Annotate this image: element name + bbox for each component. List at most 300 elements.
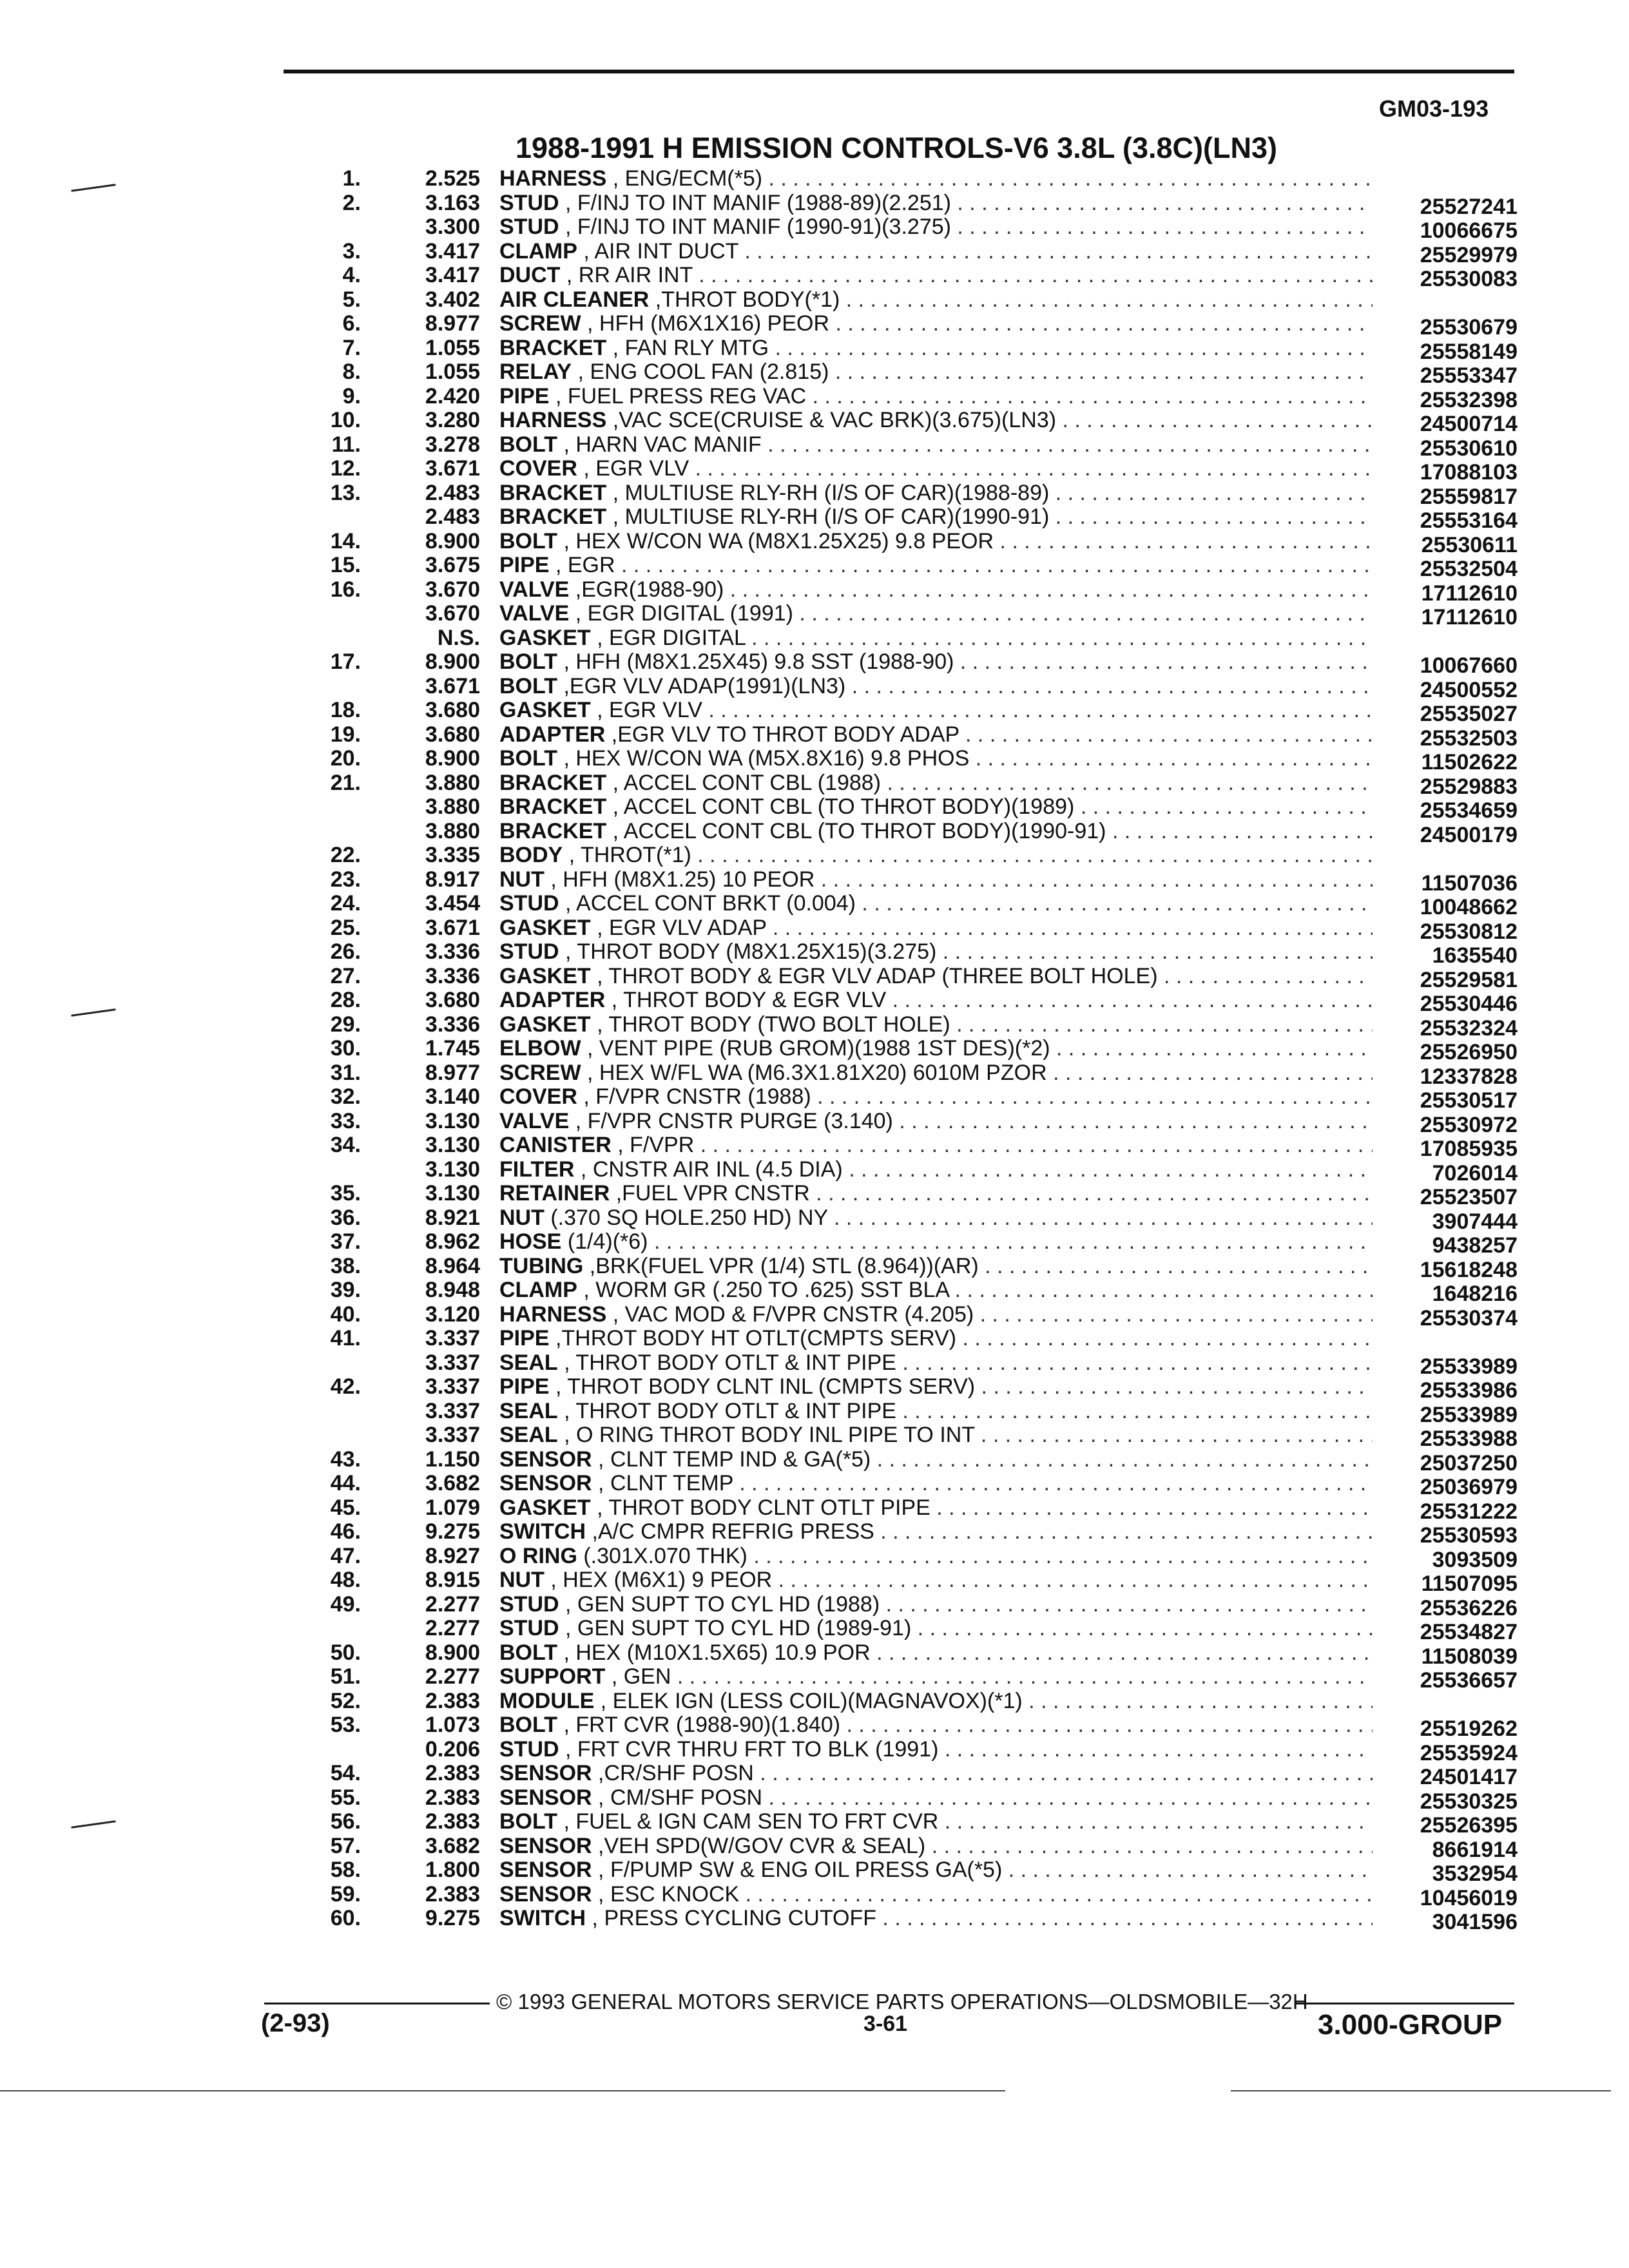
part-description xyxy=(499,843,1373,868)
part-name: BRACKET xyxy=(499,505,607,529)
group-number: 3.130 xyxy=(425,1133,480,1157)
parts-row xyxy=(0,1713,1629,1741)
group-number: 3.671 xyxy=(425,456,480,481)
part-detail: , RR AIR INT xyxy=(566,263,693,287)
parts-row xyxy=(0,166,1629,191)
part-description xyxy=(499,794,1373,820)
page-number: 3-61 xyxy=(863,2012,908,2036)
part-number: 17085935 xyxy=(1420,1137,1518,1161)
part-description xyxy=(499,964,1373,989)
parts-row xyxy=(0,1036,1629,1064)
item-number: 51. xyxy=(330,1664,361,1689)
part-name: O RING xyxy=(499,1543,577,1568)
part-number: 17112610 xyxy=(1421,581,1518,606)
item-number: 14. xyxy=(330,528,361,553)
parts-row xyxy=(0,1809,1629,1838)
part-number: 25553164 xyxy=(1420,508,1518,533)
item-number: 16. xyxy=(330,577,361,602)
group-number: 2.420 xyxy=(425,383,480,408)
part-number: 25530611 xyxy=(1421,532,1518,557)
part-name: STUD xyxy=(499,215,559,239)
part-description xyxy=(499,1181,1373,1206)
item-number: 31. xyxy=(330,1060,361,1085)
part-detail: , WORM GR (.250 TO .625) SST BLA xyxy=(583,1278,949,1302)
part-detail: , CNSTR AIR INL (4.5 DIA) xyxy=(580,1157,843,1182)
part-name: ELBOW xyxy=(499,1036,581,1061)
part-number: 3041596 xyxy=(1432,1910,1518,1934)
parts-row xyxy=(0,553,1629,581)
parts-row xyxy=(0,601,1629,629)
parts-row xyxy=(0,770,1629,799)
parts-row xyxy=(0,1446,1629,1475)
group-number: 2.483 xyxy=(425,480,480,505)
parts-row xyxy=(0,287,1629,312)
part-description xyxy=(499,1326,1373,1351)
item-number: 39. xyxy=(330,1278,361,1302)
parts-row xyxy=(0,963,1629,992)
group-number: 8.915 xyxy=(425,1568,480,1592)
part-name: HARNESS xyxy=(499,1302,607,1327)
part-detail: , HFH (M8X1.25X45) 9.8 SST (1988-90) xyxy=(563,649,954,674)
part-description xyxy=(499,1519,1373,1544)
part-detail: , F/INJ TO INT MANIF (1990-91)(3.275) xyxy=(565,215,951,239)
group-number: 3.337 xyxy=(425,1326,480,1350)
parts-row xyxy=(0,480,1629,509)
parts-row xyxy=(0,818,1629,847)
parts-row xyxy=(0,1858,1629,1886)
part-number: 25533986 xyxy=(1420,1378,1518,1403)
group-number: 8.977 xyxy=(425,1060,480,1085)
item-number: 55. xyxy=(330,1785,361,1810)
parts-row xyxy=(0,1423,1629,1451)
part-detail: , EGR VLV xyxy=(597,698,702,722)
part-name: BRACKET xyxy=(499,770,607,795)
parts-row xyxy=(0,1833,1629,1862)
item-number: 48. xyxy=(330,1568,361,1592)
part-name: BOLT xyxy=(499,746,558,771)
item-number: 41. xyxy=(330,1326,361,1350)
part-number: 8661914 xyxy=(1432,1837,1518,1862)
part-detail: , ACCEL CONT BRKT (0.004) xyxy=(565,891,856,916)
part-description xyxy=(499,432,1373,457)
parts-row xyxy=(0,1060,1629,1089)
item-number: 2. xyxy=(342,190,361,215)
parts-row xyxy=(0,843,1629,867)
group-number: 8.900 xyxy=(425,746,480,771)
part-detail: , F/VPR xyxy=(617,1133,695,1157)
part-number: 24501417 xyxy=(1420,1765,1518,1789)
part-detail: , HARN VAC MANIF xyxy=(563,432,762,457)
part-number: 1648216 xyxy=(1432,1282,1518,1306)
part-detail: ,BRK(FUEL VPR (1/4) STL (8.964))(AR) xyxy=(589,1253,979,1278)
parts-row xyxy=(0,867,1629,896)
part-number: 25037250 xyxy=(1420,1450,1518,1475)
part-number: 11502622 xyxy=(1421,750,1518,774)
copyright-notice: © 1993 GENERAL MOTORS SERVICE PARTS OPERATIONS—OLDSMOBILE—32H xyxy=(496,1990,1308,2013)
part-description xyxy=(499,771,1373,796)
part-name: STUD xyxy=(499,939,559,964)
parts-row xyxy=(0,1398,1629,1427)
group-number: 3.454 xyxy=(425,891,480,916)
parts-row xyxy=(0,577,1629,606)
group-number: 2.383 xyxy=(425,1881,480,1907)
footer-rule-left xyxy=(264,2003,490,2004)
part-description xyxy=(499,1809,1373,1834)
part-name: BOLT xyxy=(499,1640,558,1665)
part-number: 25530374 xyxy=(1420,1305,1518,1331)
part-number: 25529883 xyxy=(1420,774,1518,799)
part-name: BOLT xyxy=(499,528,558,553)
group-number: 8.921 xyxy=(425,1205,480,1230)
parts-row xyxy=(0,1640,1629,1669)
group-number: 0.206 xyxy=(425,1736,480,1762)
part-detail: , O RING THROT BODY INL PIPE TO INT xyxy=(564,1423,975,1447)
revision-date: (2-93) xyxy=(261,2009,330,2037)
part-number: 17088103 xyxy=(1420,460,1518,485)
item-number: 54. xyxy=(330,1761,361,1785)
part-number: 3093509 xyxy=(1432,1547,1518,1572)
group-number: 3.680 xyxy=(425,988,480,1012)
group-number: 3.337 xyxy=(425,1398,480,1423)
part-description xyxy=(499,1785,1373,1811)
part-detail: , EGR VLV ADAP xyxy=(597,915,767,940)
group-number: 3.682 xyxy=(425,1471,480,1495)
item-number: 50. xyxy=(330,1640,361,1665)
parts-row xyxy=(0,1278,1629,1306)
part-number: 25530610 xyxy=(1420,436,1518,461)
part-name: VALVE xyxy=(499,1108,570,1133)
group-number: 3.880 xyxy=(425,794,480,819)
part-number: 10456019 xyxy=(1420,1885,1518,1910)
parts-row xyxy=(0,1543,1629,1572)
parts-row xyxy=(0,190,1629,219)
part-number: 25532324 xyxy=(1420,1015,1518,1041)
group-number: 9.275 xyxy=(425,1519,480,1544)
part-detail: , THROT BODY (M8X1.25X15)(3.275) xyxy=(565,939,937,964)
part-name: SENSOR xyxy=(499,1858,592,1882)
part-name: STUD xyxy=(499,190,559,215)
part-description xyxy=(499,1109,1373,1134)
part-name: BOLT xyxy=(499,432,558,457)
part-description xyxy=(499,1568,1373,1593)
part-number: 25530325 xyxy=(1420,1789,1518,1814)
parts-row xyxy=(0,1616,1629,1644)
item-number: 22. xyxy=(330,843,361,867)
part-description xyxy=(499,1713,1373,1738)
part-number: 24500179 xyxy=(1420,822,1518,847)
parts-row xyxy=(0,1785,1629,1814)
item-number: 24. xyxy=(330,891,361,916)
part-description xyxy=(499,191,1373,216)
parts-list xyxy=(0,166,1629,1934)
part-detail: , ELEK IGN (LESS COIL)(MAGNAVOX)(*1) xyxy=(600,1688,1023,1713)
group-number: 3.337 xyxy=(425,1423,480,1447)
part-detail: ,A/C CMPR REFRIG PRESS xyxy=(592,1519,874,1544)
part-detail: , GEN xyxy=(611,1664,671,1689)
part-name: BRACKET xyxy=(499,335,607,360)
part-detail: , HEX (M6X1) 9 PEOR xyxy=(550,1568,773,1592)
parts-row xyxy=(0,649,1629,678)
part-detail: , F/INJ TO INT MANIF (1988-89)(2.251) xyxy=(565,190,951,215)
part-description xyxy=(499,1882,1373,1907)
part-detail: , HFH (M6X1X16) PEOR xyxy=(587,311,829,336)
group-number: 3.680 xyxy=(425,698,480,722)
group-label: 3.000-GROUP xyxy=(1318,2009,1503,2041)
part-name: CANISTER xyxy=(499,1133,612,1157)
part-description xyxy=(499,1399,1373,1424)
part-detail: , EGR DIGITAL xyxy=(597,625,746,650)
part-name: SENSOR xyxy=(499,1446,592,1472)
part-name: RELAY xyxy=(499,360,572,384)
part-number: 24500552 xyxy=(1420,677,1518,702)
part-number: 25559817 xyxy=(1420,484,1518,509)
part-description xyxy=(499,553,1373,578)
parts-row xyxy=(0,988,1629,1016)
item-number: 18. xyxy=(330,698,361,722)
part-description xyxy=(499,481,1373,506)
item-number: 17. xyxy=(330,649,361,674)
item-number: 49. xyxy=(330,1591,361,1617)
parts-row xyxy=(0,1350,1629,1379)
part-name: CLAMP xyxy=(499,1278,577,1302)
part-description xyxy=(499,1229,1373,1254)
part-number: 12337828 xyxy=(1420,1064,1518,1089)
part-name: SENSOR xyxy=(499,1471,592,1495)
parts-row xyxy=(0,1229,1629,1258)
part-name: SUPPORT xyxy=(499,1664,606,1689)
part-number: 25530972 xyxy=(1420,1112,1518,1137)
parts-row xyxy=(0,383,1629,412)
part-detail: ,FUEL VPR CNSTR xyxy=(615,1181,810,1206)
item-number: 57. xyxy=(330,1833,361,1858)
parts-row xyxy=(0,794,1629,823)
parts-row xyxy=(0,528,1629,557)
part-detail: , ACCEL CONT CBL (TO THROT BODY)(1989) xyxy=(612,794,1075,819)
item-number: 38. xyxy=(330,1253,361,1278)
group-number: 3.880 xyxy=(425,818,480,843)
group-number: 3.671 xyxy=(425,915,480,940)
part-name: GASKET xyxy=(499,1495,591,1520)
part-number: 17112610 xyxy=(1421,605,1518,629)
item-number: 4. xyxy=(342,263,361,287)
part-name: SCREW xyxy=(499,311,581,336)
part-number: 25553347 xyxy=(1420,363,1518,388)
group-number: 1.800 xyxy=(425,1858,480,1882)
part-detail: , AIR INT DUCT xyxy=(583,238,738,264)
group-number: 3.130 xyxy=(425,1157,480,1182)
part-number: 10048662 xyxy=(1420,895,1518,919)
part-detail: , HEX (M10X1.5X65) 10.9 POR xyxy=(563,1640,871,1665)
part-description xyxy=(499,1447,1373,1472)
item-number: 42. xyxy=(330,1374,361,1399)
part-description xyxy=(499,1640,1373,1666)
item-number: 7. xyxy=(342,335,361,360)
part-detail: ,EGR(1988-90) xyxy=(575,577,724,602)
group-number: 3.130 xyxy=(425,1108,480,1133)
parts-row xyxy=(0,1181,1629,1209)
parts-row xyxy=(0,673,1629,702)
part-number: 25530679 xyxy=(1420,315,1518,340)
part-name: GASKET xyxy=(499,625,591,650)
parts-row xyxy=(0,1084,1629,1113)
part-description xyxy=(499,1350,1373,1376)
parts-row xyxy=(0,626,1629,650)
part-detail: , HEX W/CON WA (M5X.8X16) 9.8 PHOS xyxy=(563,746,970,771)
part-name: SEAL xyxy=(499,1398,558,1423)
group-number: 3.278 xyxy=(425,432,480,457)
part-name: STUD xyxy=(499,1616,559,1640)
part-detail: ,VAC SCE(CRUISE & VAC BRK)(3.675)(LN3) xyxy=(612,408,1057,432)
part-description xyxy=(499,577,1373,602)
part-detail: (.370 SQ HOLE.250 HD) NY xyxy=(550,1205,828,1230)
part-detail: , FUEL & IGN CAM SEN TO FRT CVR xyxy=(563,1809,939,1834)
part-name: COVER xyxy=(499,1084,577,1109)
part-name: SENSOR xyxy=(499,1833,592,1858)
part-description xyxy=(499,988,1373,1013)
group-number: 9.275 xyxy=(425,1906,480,1930)
part-detail: , THROT BODY & EGR VLV xyxy=(611,988,887,1012)
group-number: 2.383 xyxy=(425,1785,480,1810)
part-description xyxy=(499,529,1373,554)
part-detail: ,VEH SPD(W/GOV CVR & SEAL) xyxy=(598,1833,926,1858)
part-description xyxy=(499,408,1373,433)
part-number: 25530517 xyxy=(1420,1088,1518,1113)
part-description xyxy=(499,1471,1373,1496)
part-detail: , VENT PIPE (RUB GROM)(1988 1ST DES)(*2) xyxy=(587,1036,1050,1061)
group-number: 1.073 xyxy=(425,1713,480,1737)
page-code: GM03-193 xyxy=(1379,95,1489,122)
item-number: 59. xyxy=(330,1881,361,1907)
item-number: 12. xyxy=(330,456,361,481)
part-name: BOLT xyxy=(499,1713,558,1737)
part-detail: (1/4)(*6) xyxy=(567,1229,648,1254)
parts-row xyxy=(0,1374,1629,1403)
part-detail: , ESC KNOCK xyxy=(598,1881,740,1907)
parts-row xyxy=(0,1591,1629,1620)
part-number: 1635540 xyxy=(1432,943,1518,968)
part-name: GASKET xyxy=(499,963,591,988)
part-detail: , VAC MOD & F/VPR CNSTR (4.205) xyxy=(612,1302,974,1327)
group-number: 3.120 xyxy=(425,1302,480,1327)
part-description xyxy=(499,384,1373,409)
part-description xyxy=(499,1206,1373,1231)
item-number: 10. xyxy=(330,408,361,432)
part-name: HARNESS xyxy=(499,166,607,191)
page-title: 1988-1991 H EMISSION CONTROLS-V6 3.8L (3.8C)(LN3) xyxy=(516,131,1277,164)
part-description xyxy=(499,1664,1373,1689)
group-number: 2.483 xyxy=(425,505,480,529)
part-detail: , EGR xyxy=(555,553,615,577)
part-detail: ,CR/SHF POSN xyxy=(598,1761,754,1785)
footer-rule-right xyxy=(1295,2003,1514,2004)
part-description xyxy=(499,891,1373,916)
group-number: 2.383 xyxy=(425,1761,480,1785)
part-description xyxy=(499,819,1373,844)
group-number: 3.337 xyxy=(425,1350,480,1375)
parts-row xyxy=(0,1471,1629,1499)
part-number: 25530593 xyxy=(1420,1523,1518,1548)
part-name: TUBING xyxy=(499,1253,584,1278)
part-description xyxy=(499,916,1373,941)
part-detail: , THROT BODY (TWO BOLT HOLE) xyxy=(597,1012,950,1037)
part-name: GASKET xyxy=(499,1012,591,1037)
group-number: 3.402 xyxy=(425,287,480,312)
part-detail: , THROT BODY CLNT INL (CMPTS SERV) xyxy=(555,1374,976,1399)
part-name: CLAMP xyxy=(499,238,577,264)
part-description xyxy=(499,311,1373,336)
part-name: GASKET xyxy=(499,698,591,722)
group-number: 3.417 xyxy=(425,263,480,287)
parts-row xyxy=(0,1253,1629,1282)
part-number: 25533989 xyxy=(1420,1402,1518,1427)
part-name: BODY xyxy=(499,843,563,867)
group-number: 8.900 xyxy=(425,528,480,553)
part-detail: , THROT BODY OTLT & INT PIPE xyxy=(564,1398,896,1423)
part-name: HARNESS xyxy=(499,408,607,432)
part-name: ADAPTER xyxy=(499,722,606,747)
part-description xyxy=(499,1592,1373,1617)
group-number: 1.079 xyxy=(425,1495,480,1520)
item-number: 6. xyxy=(342,311,361,336)
part-number: 10066675 xyxy=(1420,218,1518,243)
part-name: PIPE xyxy=(499,383,550,408)
parts-row xyxy=(0,263,1629,291)
part-description xyxy=(499,1084,1373,1110)
part-detail: , F/VPR CNSTR PURGE (3.140) xyxy=(575,1108,893,1133)
part-description xyxy=(499,601,1373,626)
part-description xyxy=(499,1761,1373,1786)
part-number: 25530812 xyxy=(1420,919,1518,944)
part-number: 25536226 xyxy=(1420,1595,1518,1620)
part-detail: , THROT BODY & EGR VLV ADAP (THREE BOLT HOLE) xyxy=(597,963,1158,988)
part-name: BRACKET xyxy=(499,480,607,505)
parts-row xyxy=(0,1302,1629,1331)
part-name: ADAPTER xyxy=(499,988,606,1012)
part-name: BRACKET xyxy=(499,818,607,843)
item-number: 34. xyxy=(330,1133,361,1157)
group-number: 1.745 xyxy=(425,1036,480,1061)
part-number: 11507095 xyxy=(1421,1571,1518,1596)
part-name: BRACKET xyxy=(499,794,607,819)
part-number: 25527241 xyxy=(1420,194,1518,219)
part-detail: , MULTIUSE RLY-RH (I/S OF CAR)(1988-89) xyxy=(612,480,1050,505)
part-description xyxy=(499,1858,1373,1883)
part-detail: ,THROT BODY HT OTLT(CMPTS SERV) xyxy=(555,1326,957,1350)
part-description xyxy=(499,1278,1373,1303)
part-name: STUD xyxy=(499,1591,559,1617)
parts-row xyxy=(0,1736,1629,1765)
parts-row xyxy=(0,1519,1629,1548)
part-description xyxy=(499,166,1373,191)
part-number: 25558149 xyxy=(1420,339,1518,364)
part-name: GASKET xyxy=(499,915,591,940)
part-name: HOSE xyxy=(499,1229,562,1254)
part-description xyxy=(499,939,1373,965)
part-detail: ,EGR VLV ADAP(1991)(LN3) xyxy=(563,673,846,698)
parts-row xyxy=(0,1205,1629,1234)
group-number: 3.671 xyxy=(425,673,480,698)
part-detail: ,EGR VLV TO THROT BODY ADAP xyxy=(611,722,959,747)
part-name: RETAINER xyxy=(499,1181,610,1206)
part-description xyxy=(499,1061,1373,1086)
item-number: 23. xyxy=(330,867,361,892)
parts-row xyxy=(0,891,1629,919)
part-name: SWITCH xyxy=(499,1906,586,1930)
parts-row xyxy=(0,939,1629,968)
item-number: 1. xyxy=(342,166,361,191)
item-number: 33. xyxy=(330,1108,361,1133)
part-description xyxy=(499,215,1373,240)
